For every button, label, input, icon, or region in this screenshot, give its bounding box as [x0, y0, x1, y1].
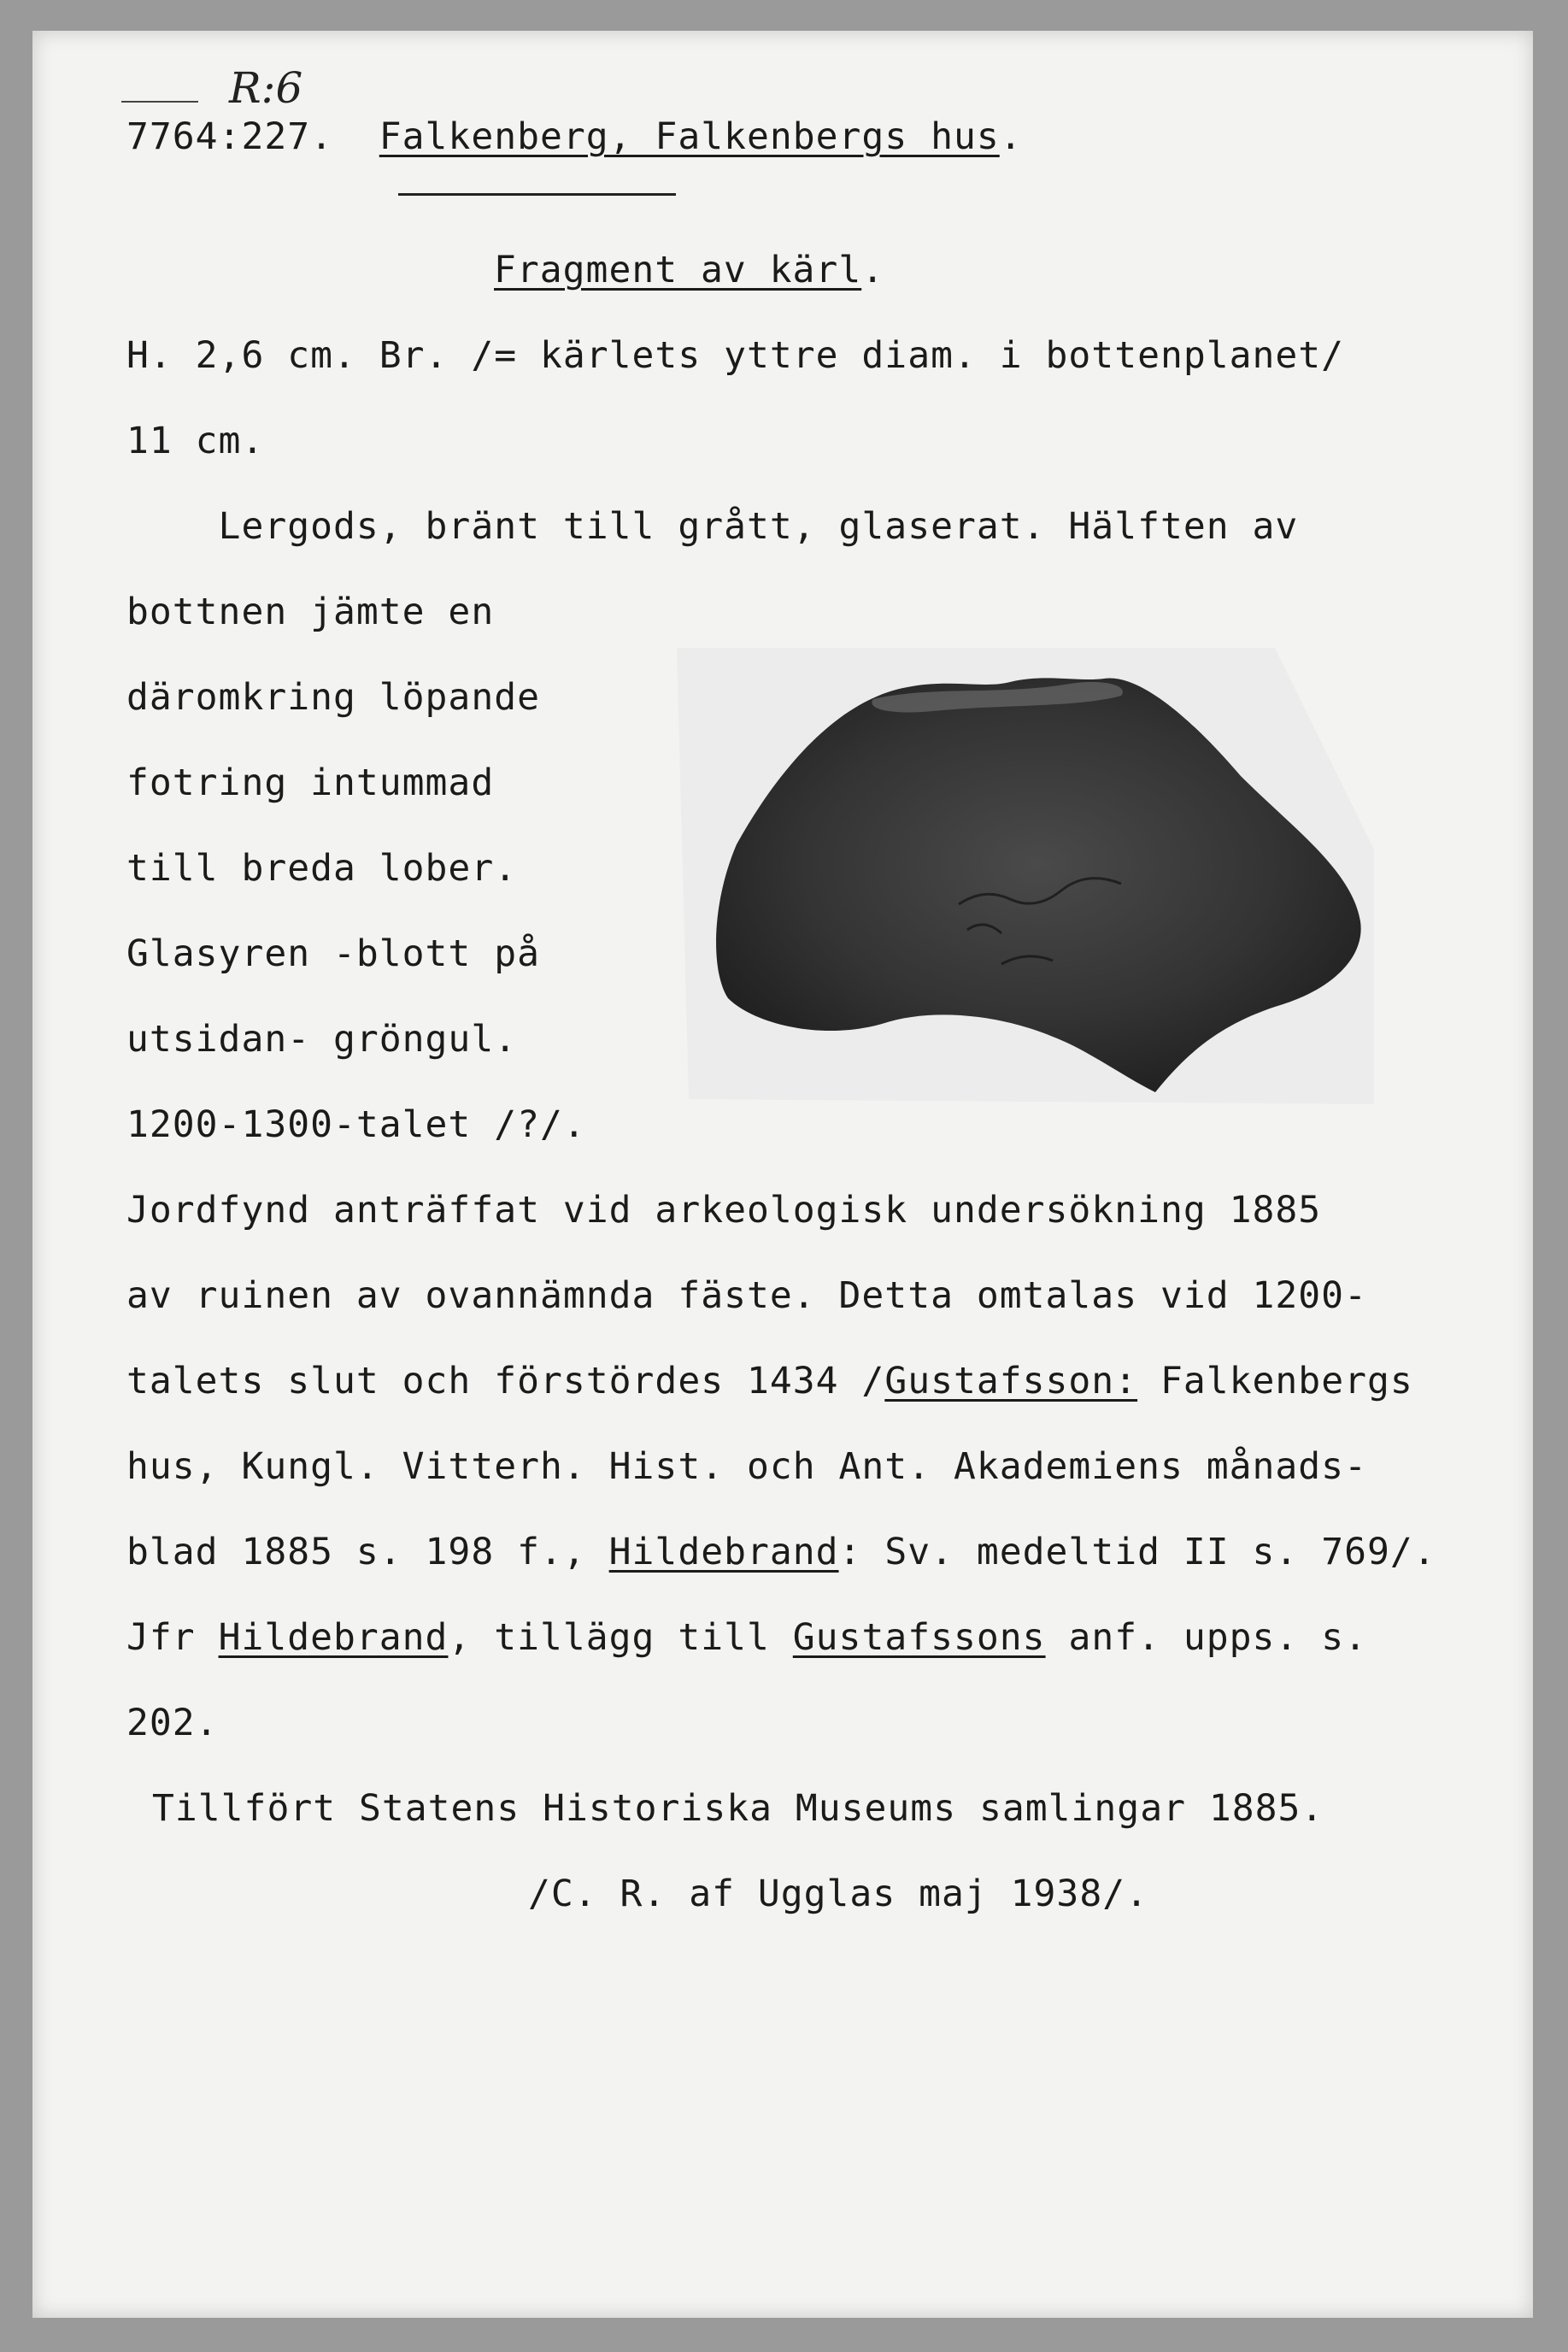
description-left-line: däromkring löpande	[126, 676, 540, 719]
dimensions-line-2: 11 cm.	[126, 420, 265, 462]
catalog-number: 7764:227.	[126, 115, 333, 158]
reference-hildebrand-2: Hildebrand	[218, 1616, 449, 1659]
description-left-line: bottnen jämte en	[126, 591, 495, 633]
shelfmark-dash	[121, 101, 198, 103]
find-line-6-text: Jfr	[126, 1616, 219, 1659]
description-left-line: fotring intummad	[126, 761, 495, 804]
find-line-4: hus, Kungl. Vitterh. Hist. och Ant. Akademiens månads-	[126, 1445, 1367, 1488]
find-line-5	[126, 1530, 1436, 1574]
handwritten-shelfmark: R:6	[229, 63, 303, 113]
catalog-card	[32, 31, 1533, 2318]
reference-gustafssons: Gustafssons	[792, 1616, 1046, 1659]
description-line-1: Lergods, bränt till grått, glaserat. Hälften av	[126, 505, 1299, 548]
find-line-6	[126, 1615, 1367, 1660]
object-title: Fragment av kärl	[494, 249, 862, 291]
provenance-line: Tillfört Statens Historiska Museums samlingar 1885.	[152, 1787, 1324, 1830]
object-photograph	[677, 648, 1374, 1104]
find-line-3-text: talets slut och förstördes 1434 /	[126, 1360, 885, 1402]
location-underline-rule	[398, 193, 676, 196]
location-end: .	[999, 115, 1023, 158]
find-line-2: av ruinen av ovannämnda fäste. Detta omtalas vid 1200-	[126, 1274, 1367, 1317]
find-line-7: 202.	[126, 1702, 219, 1744]
dimensions-line-1: H. 2,6 cm. Br. /= kärlets yttre diam. i bottenplanet/	[126, 334, 1345, 377]
find-line-3	[126, 1359, 1413, 1403]
find-line-1: Jordfynd anträffat vid arkeologisk undersökning 1885	[126, 1189, 1322, 1232]
dating-line: 1200-1300-talet /?/.	[126, 1103, 586, 1146]
find-line-5-text-end: : Sv. medeltid II s. 769/.	[838, 1531, 1436, 1573]
header-line	[126, 115, 1023, 159]
description-left-line: utsidan- gröngul.	[126, 1018, 518, 1061]
reference-gustafsson: Gustafsson:	[884, 1360, 1138, 1402]
description-left-line: Glasyren -blott på	[126, 932, 540, 975]
location: Falkenberg, Falkenbergs hus	[379, 115, 1000, 158]
description-left-line: till breda lober.	[126, 847, 518, 890]
reference-hildebrand: Hildebrand	[608, 1531, 839, 1573]
find-line-5-text: blad 1885 s. 198 f.,	[126, 1531, 609, 1573]
signature-line: /C. R. af Ugglas maj 1938/.	[528, 1873, 1148, 1915]
find-line-3-text-end: Falkenbergs	[1137, 1360, 1413, 1402]
find-line-6-text-mid: , tillägg till	[448, 1616, 793, 1659]
object-title-line	[494, 248, 884, 292]
find-line-6-text-end: anf. upps. s.	[1045, 1616, 1367, 1659]
object-title-end: .	[861, 249, 885, 291]
